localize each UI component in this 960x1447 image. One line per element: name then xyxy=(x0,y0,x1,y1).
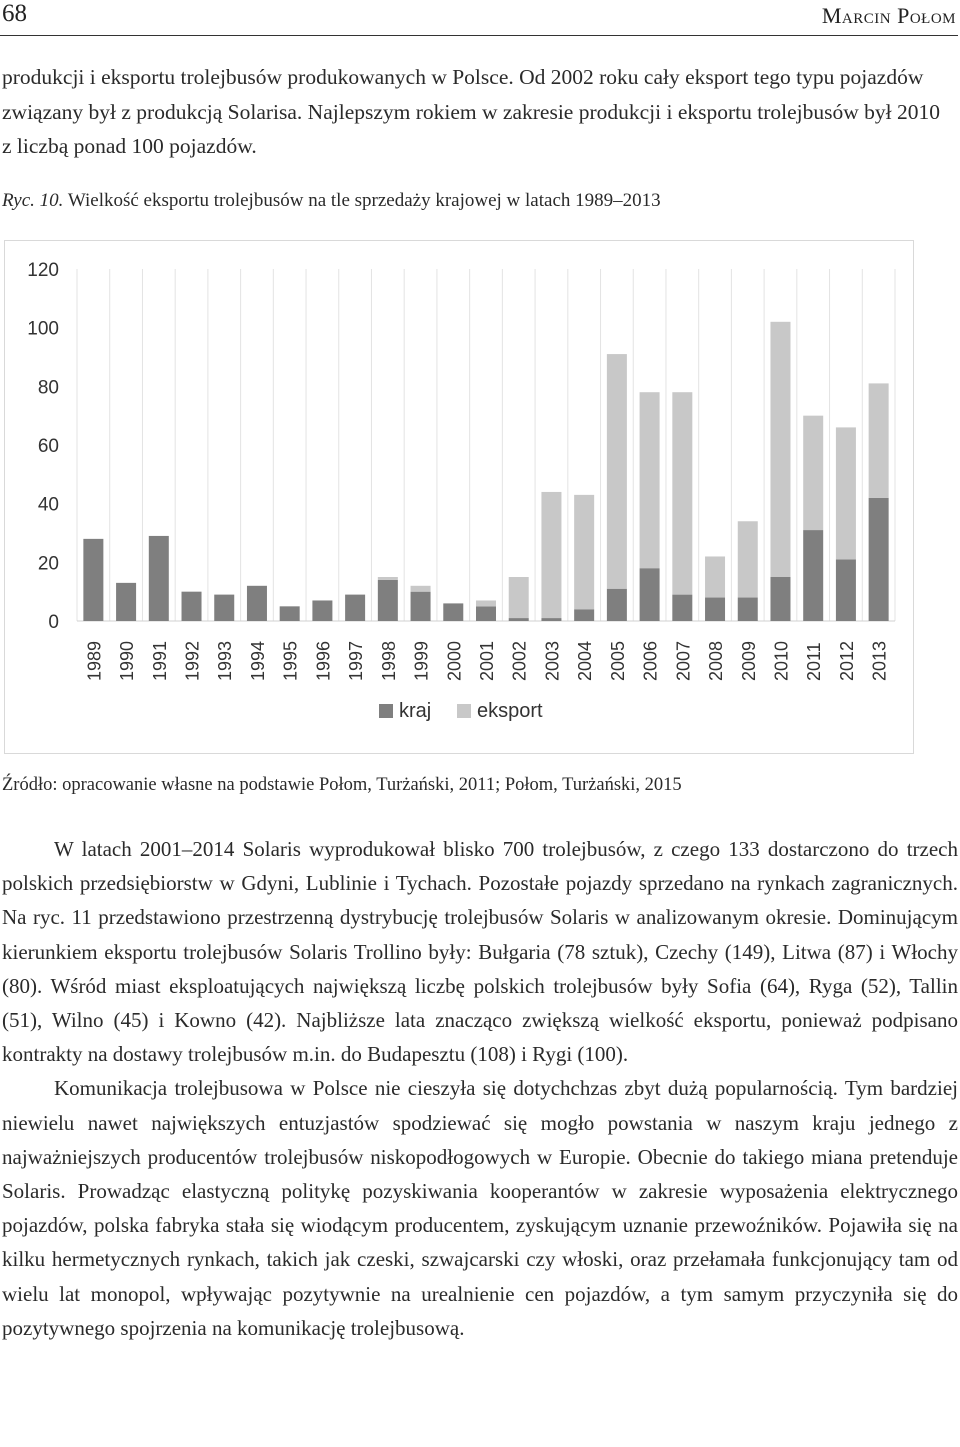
x-tick-label: 2004 xyxy=(575,640,596,681)
bar-kraj xyxy=(476,606,496,621)
stacked-bar-chart xyxy=(5,241,913,753)
legend-swatch-eksport xyxy=(457,704,471,718)
figure-caption xyxy=(2,186,954,216)
bar-kraj xyxy=(149,536,169,621)
bar-kraj xyxy=(214,595,234,621)
bar-kraj xyxy=(574,609,594,621)
bar-kraj xyxy=(803,530,823,621)
x-tick-label: 2006 xyxy=(640,640,661,681)
bar-kraj xyxy=(312,600,332,621)
bar-kraj xyxy=(705,598,725,621)
bar-eksport xyxy=(705,556,725,597)
bar-kraj xyxy=(83,539,103,621)
body-paragraph-1: W latach 2001–2014 Solaris wyprodukował blisko 700 trolejbusów, z czego 133 dostarczono do trzech polskich przedsiębiorstw w Gdyni, Lublinie i Tychach. Pozostałe pojazdy sprzedano na rynkach zagranicznych. Na ryc. 11 przedstawiono przestrzenną dystrybucję trolejbusów Solaris w analizowanym okresie. Dominującym kierunkiem eksportu trolejbusów Solaris Trollino były: Bułgaria (78 sztuk), Czechy (149), Litwa (87) i Włochy (80). Wśród miast eksploatujących największą liczbę polskich trolejbusów były Sofia (64), Ryga (52), Tallin (51), Wilno (45) i Kowno (42). Najbliższe lata znacząco zwiększą wielkość eksportu, ponieważ podpisano kontrakty na dostawy trolejbusów m.in. do Budapesztu (108) i Rygi (100). xyxy=(2,837,958,1067)
y-tick-label: 40 xyxy=(37,494,59,516)
legend-swatch-kraj xyxy=(379,704,393,718)
page-header xyxy=(0,0,960,36)
y-tick-label: 80 xyxy=(37,377,59,399)
x-tick-label: 1998 xyxy=(378,640,399,681)
x-tick-label: 2008 xyxy=(706,640,727,681)
bar-eksport xyxy=(411,586,431,592)
bar-kraj xyxy=(541,618,561,621)
x-tick-label: 2001 xyxy=(477,640,497,681)
bar-eksport xyxy=(574,495,594,609)
bar-eksport xyxy=(541,492,561,618)
x-tick-label: 1991 xyxy=(149,640,170,681)
bar-eksport xyxy=(869,383,889,497)
intro-paragraph: produkcji i eksportu trolejbusów produkowanych w Polsce. Od 2002 roku cały eksport tego typu pojazdów związany był z produkcją Solarisa. Najlepszym rokiem w zakresie produkcji i eksportu trolejbusów był 2010 z liczbą ponad 100 pojazdów. xyxy=(2,65,940,158)
y-tick-label: 20 xyxy=(37,553,59,575)
bar-kraj xyxy=(836,559,856,621)
bar-eksport xyxy=(476,600,496,606)
bar-eksport xyxy=(509,577,529,618)
bar-eksport xyxy=(803,416,823,530)
bar-kraj xyxy=(411,592,431,621)
y-tick-label: 0 xyxy=(48,612,59,633)
bar-kraj xyxy=(509,618,529,621)
bar-kraj xyxy=(182,592,202,621)
bar-kraj xyxy=(869,498,889,621)
bar-eksport xyxy=(836,427,856,559)
x-tick-label: 1994 xyxy=(247,640,268,681)
x-tick-label: 2013 xyxy=(869,640,890,681)
x-tick-label: 1993 xyxy=(215,640,236,681)
bar-eksport xyxy=(672,392,692,594)
bar-kraj xyxy=(345,595,365,621)
y-tick-label: 120 xyxy=(27,260,59,281)
x-tick-label: 2005 xyxy=(607,640,628,681)
bar-eksport xyxy=(607,354,627,589)
running-head-author: Marcin Połom xyxy=(821,3,956,28)
bar-kraj xyxy=(672,595,692,621)
bar-eksport xyxy=(378,577,398,580)
x-tick-label: 2011 xyxy=(804,642,825,681)
y-tick-label: 60 xyxy=(37,436,59,457)
x-tick-label: 1996 xyxy=(313,640,334,681)
bar-kraj xyxy=(640,568,660,621)
page-number: 68 xyxy=(2,0,27,27)
x-tick-label: 2012 xyxy=(836,640,857,681)
x-tick-label: 2010 xyxy=(771,640,792,681)
legend-label-kraj: kraj xyxy=(399,700,432,722)
x-tick-label: 2007 xyxy=(673,640,694,681)
x-tick-label: 1997 xyxy=(346,640,367,681)
bar-kraj xyxy=(770,577,790,621)
bar-eksport xyxy=(770,322,790,577)
bar-kraj xyxy=(247,586,267,621)
bar-eksport xyxy=(640,392,660,568)
bar-eksport xyxy=(738,521,758,597)
figure-title: Wielkość eksportu trolejbusów na tle sprzedaży krajowej w latach 1989–2013 xyxy=(67,190,661,211)
x-tick-label: 1999 xyxy=(411,640,432,681)
bar-kraj xyxy=(116,583,136,621)
x-tick-label: 2003 xyxy=(542,640,563,681)
x-tick-label: 2002 xyxy=(509,640,530,681)
header-rule xyxy=(0,35,958,36)
x-tick-label: 1995 xyxy=(280,640,301,681)
bar-kraj xyxy=(378,580,398,621)
bar-kraj xyxy=(607,589,627,621)
x-tick-label: 1990 xyxy=(117,640,138,681)
legend-label-eksport: eksport xyxy=(477,700,543,722)
bar-kraj xyxy=(443,603,463,621)
chart-frame xyxy=(4,240,914,754)
x-tick-label: 2009 xyxy=(738,640,759,681)
bar-kraj xyxy=(738,598,758,621)
bar-kraj xyxy=(280,606,300,621)
x-tick-label: 1992 xyxy=(182,640,203,681)
x-tick-label: 1989 xyxy=(84,640,105,681)
y-tick-label: 100 xyxy=(27,318,59,340)
body-paragraph-2: Komunikacja trolejbusowa w Polsce nie cieszyła się dotychchzas zbyt dużą popularnością. Tym bardziej niewielu nawet największych entuzjastów spodziewać się mogło powstania w naszym kraju jednego z najważniejszych producentów trolejbusów niskopodłogowych w Europie. Obecnie do takiego miana pretenduje Solaris. Prowadząc elastyczną politykę pozyskiwania kooperantów w zakresie wyposażenia elektrycznego pojazdów, polska fabryka stała się wiodącym producentem, zyskującym uznanie przewoźników. Pojawiła się na kilku hermetycznych rynkach, takich jak czeski, szwajcarski czy włoski, oraz przełamała funkcjonujący tam od wielu lat monopol, wpływając pozytywnie na urealnienie cen pojazdów, a tym samym przyczyniła się do pozytywnego spojrzenia na komunikację trolejbusową. xyxy=(2,1076,958,1340)
figure-source: Źródło: opracowanie własne na podstawie Połom, Turżański, 2011; Połom, Turżański, 2015 xyxy=(2,775,682,795)
x-tick-label: 2000 xyxy=(444,640,465,681)
body-text xyxy=(2,832,958,1345)
figure-ref: Ryc. 10. xyxy=(2,190,64,211)
